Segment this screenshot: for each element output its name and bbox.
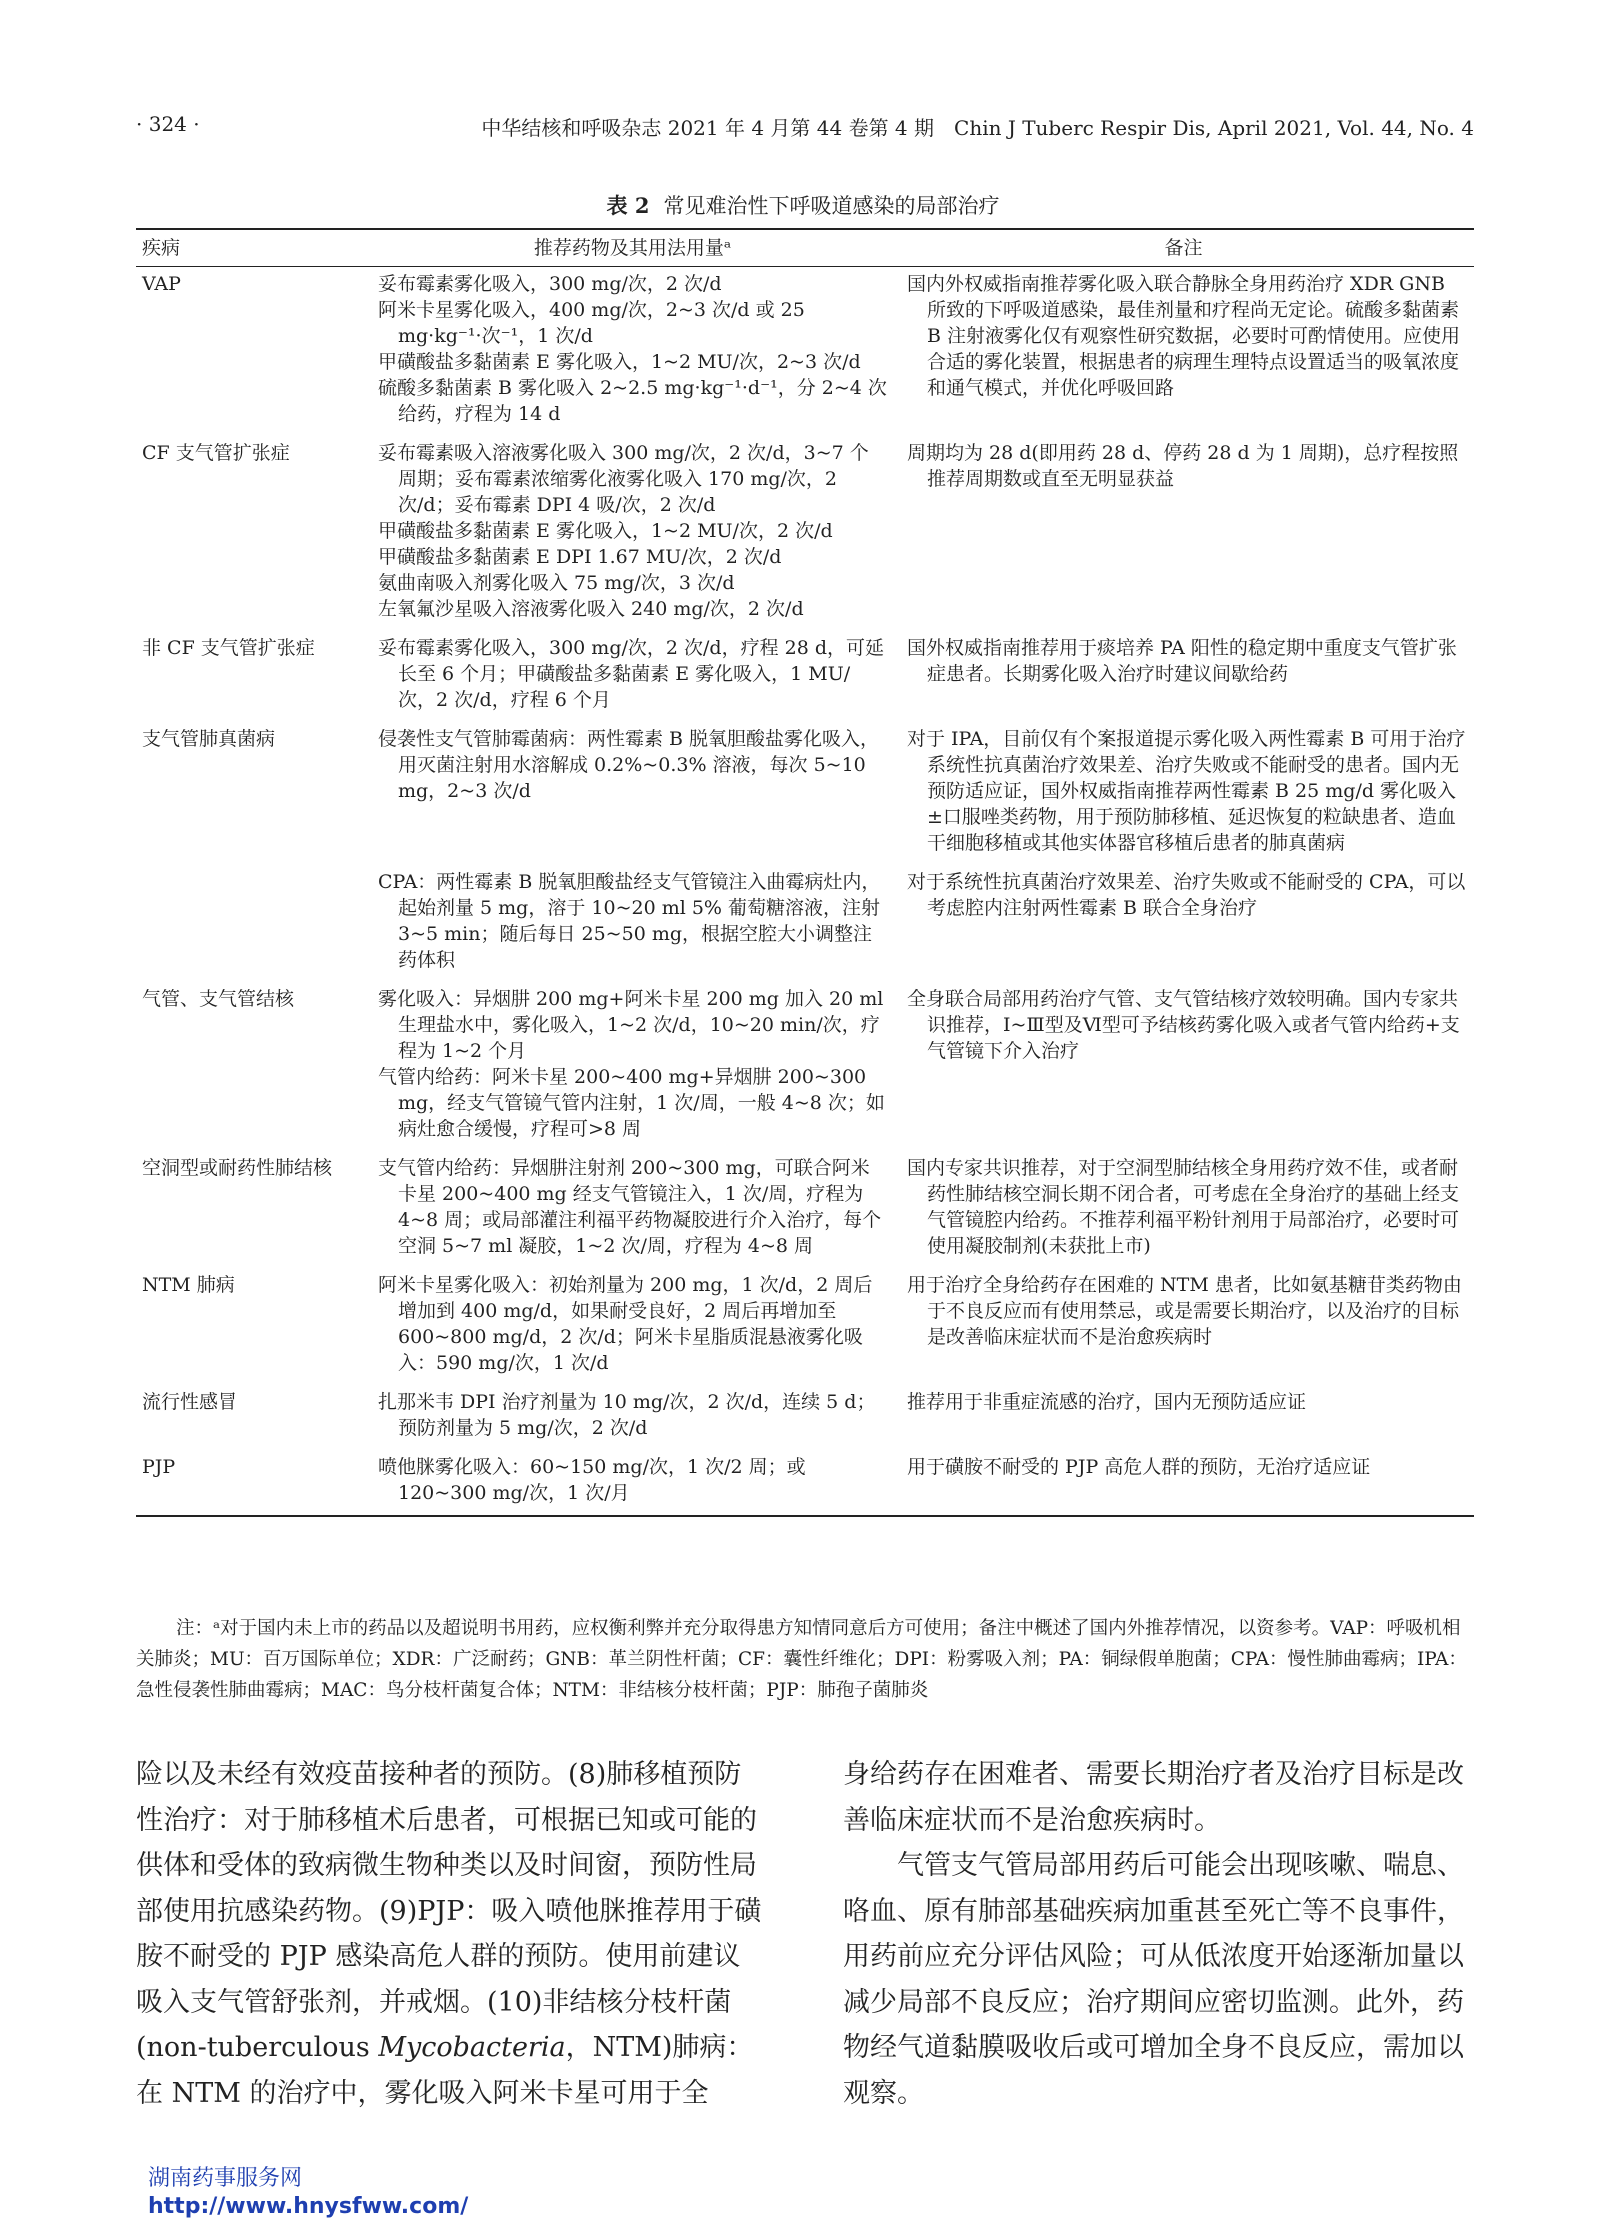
drugs-cell — [372, 1450, 893, 1516]
note-line: 国外权威指南推荐用于痰培养 PA 阳性的稳定期中重度支气管扩张症患者。长期雾化吸入治疗时建议间歇给药 — [907, 637, 1457, 685]
disease-cell: 非 CF 支气管扩张症 — [142, 637, 315, 659]
drug-line: 扎那米韦 DPI 治疗剂量为 10 mg/次，2 次/d，连续 5 d；预防剂量为 5 mg/次，2 次/d — [378, 1391, 876, 1439]
table-row — [136, 865, 1474, 982]
drug-line: CPA：两性霉素 B 脱氧胆酸盐经支气管镜注入曲霉病灶内，起始剂量 5 mg，溶于 10~20 ml 5% 葡萄糖溶液，注射 3~5 min；随后每日 25~50 mg，根据空腔大小调整注药体积 — [378, 871, 881, 971]
table-row — [136, 1450, 1474, 1516]
header-notes: 备注 — [893, 229, 1474, 267]
notes-cell — [893, 436, 1474, 631]
table-row — [136, 982, 1474, 1151]
page-number: · 324 · — [136, 112, 200, 136]
note-line: 国内外权威指南推荐雾化吸入联合静脉全身用药治疗 XDR GNB 所致的下呼吸道感染，最佳剂量和疗程尚无定论。硫酸多黏菌素 B 注射液雾化仅有观察性研究数据，必要时可酌情使用。应使用合适的雾化装置，根据患者的病理生理特点设置适当的吸氧浓度和通气模式，并优化呼吸回路 — [907, 273, 1461, 399]
body-column-right — [843, 1752, 1474, 2116]
drug-line: 妥布霉素吸入溶液雾化吸入 300 mg/次，2 次/d，3~7 个周期；妥布霉素浓缩雾化液雾化吸入 170 mg/次，2 次/d；妥布霉素 DPI 4 吸/次，2 次/d — [378, 442, 869, 516]
drugs-cell — [372, 1268, 893, 1385]
note-line: 对于 IPA，目前仅有个案报道提示雾化吸入两性霉素 B 可用于治疗系统性抗真菌治疗效果差、治疗失败或不能耐受的患者。国内无预防适应证，国外权威指南推荐两性霉素 B 25 mg/d 雾化吸入±口服唑类药物，用于预防肺移植、延迟恢复的粒缺患者、造血干细胞移植或其他实体器官移植后患者的肺真菌病 — [907, 728, 1466, 854]
drug-line: 甲磺酸盐多黏菌素 E 雾化吸入，1~2 MU/次，2~3 次/d — [378, 351, 861, 373]
table-label: 表 2 — [606, 193, 650, 218]
table-row — [136, 631, 1474, 722]
drug-line: 妥布霉素雾化吸入，300 mg/次，2 次/d — [378, 273, 722, 295]
notes-cell — [893, 982, 1474, 1151]
table-row — [136, 1385, 1474, 1450]
journal-citation: 中华结核和呼吸杂志 2021 年 4 月第 44 卷第 4 期 Chin J Tuberc Respir Dis, April 2021, Vol. 44, No. 4 — [481, 116, 1474, 140]
notes-cell — [893, 631, 1474, 722]
drug-line: 硫酸多黏菌素 B 雾化吸入 2~2.5 mg·kg⁻¹·d⁻¹，分 2~4 次给药，疗程为 14 d — [378, 377, 887, 425]
drugs-cell — [372, 865, 893, 982]
disease-cell: 支气管肺真菌病 — [142, 728, 276, 750]
table-row — [136, 436, 1474, 631]
drug-line: 左氧氟沙星吸入溶液雾化吸入 240 mg/次，2 次/d — [378, 598, 804, 620]
drug-line: 支气管内给药：异烟肼注射剂 200~300 mg，可联合阿米卡星 200~400 mg 经支气管镜注入，1 次/周，疗程为 4~8 周；或局部灌注利福平药物凝胶进行介入治疗，每个空洞 5~7 ml 凝胶，1~2 次/周，疗程为 4~8 周 — [378, 1157, 882, 1257]
right-paragraph-1: 身给药存在困难者、需要长期治疗者及治疗目标是改善临床症状而不是治愈疾病时。 — [843, 1759, 1464, 1836]
drug-line: 气管内给药：阿米卡星 200~400 mg+异烟肼 200~300 mg，经支气管镜气管内注射，1 次/周，一般 4~8 次；如病灶愈合缓慢，疗程可>8 周 — [378, 1066, 885, 1140]
drug-line: 甲磺酸盐多黏菌素 E 雾化吸入，1~2 MU/次，2 次/d — [378, 520, 833, 542]
running-head — [136, 112, 1474, 142]
disease-cell: 流行性感冒 — [142, 1391, 238, 1413]
drugs-cell — [372, 1151, 893, 1268]
note-line: 全身联合局部用药治疗气管、支气管结核疗效较明确。国内专家共识推荐，Ⅰ~Ⅲ型及Ⅵ型可予结核药雾化吸入或者气管内给药+支气管镜下介入治疗 — [907, 988, 1460, 1062]
table-header-row — [136, 229, 1474, 267]
table-row — [136, 722, 1474, 865]
drugs-cell — [372, 1385, 893, 1450]
disease-cell — [136, 865, 372, 982]
treatment-table-container — [136, 228, 1474, 1517]
note-line: 国内专家共识推荐，对于空洞型肺结核全身用药疗效不佳，或者耐药性肺结核空洞长期不闭合者，可考虑在全身治疗的基础上经支气管镜腔内给药。不推荐利福平粉针剂用于局部治疗，必要时可使用凝胶制剂(未获批上市) — [907, 1157, 1460, 1257]
drug-line: 阿米卡星雾化吸入：初始剂量为 200 mg，1 次/d，2 周后增加到 400 mg/d，如果耐受良好，2 周后再增加至 600~800 mg/d，2 次/d；阿米卡星脂质混悬液雾化吸入：590 mg/次，1 次/d — [378, 1274, 873, 1374]
note-line: 推荐用于非重症流感的治疗，国内无预防适应证 — [907, 1391, 1307, 1413]
watermark-name: 湖南药事服务网 — [148, 2166, 303, 2191]
watermark — [148, 2165, 468, 2221]
disease-cell: PJP — [136, 1450, 372, 1516]
left-text-2: ，NTM)肺病：在 NTM 的治疗中，雾化吸入阿米卡星可用于全 — [136, 2032, 754, 2109]
drugs-cell — [372, 267, 893, 437]
disease-cell: CF 支气管扩张症 — [142, 442, 290, 464]
header-disease: 疾病 — [136, 229, 372, 267]
disease-cell: NTM 肺病 — [142, 1274, 235, 1296]
drug-line: 妥布霉素雾化吸入，300 mg/次，2 次/d，疗程 28 d，可延长至 6 个月；甲磺酸盐多黏菌素 E 雾化吸入，1 MU/次，2 次/d，疗程 6 个月 — [378, 637, 884, 711]
drug-line: 氨曲南吸入剂雾化吸入 75 mg/次，3 次/d — [378, 572, 735, 594]
drugs-cell — [372, 722, 893, 865]
notes-cell — [893, 267, 1474, 437]
notes-cell — [893, 722, 1474, 865]
table-row — [136, 1151, 1474, 1268]
right-paragraph-2: 气管支气管局部用药后可能会出现咳嗽、喘息、咯血、原有肺部基础疾病加重甚至死亡等不良事件，用药前应充分评估风险；可从低浓度开始逐渐加量以减少局部不良反应；治疗期间应密切监测。此外，药物经气道黏膜吸收后或可增加全身不良反应，需加以观察。 — [843, 1850, 1464, 2109]
disease-cell: VAP — [142, 273, 181, 295]
table-footnote: 注：ᵃ对于国内未上市的药品以及超说明书用药，应权衡利弊并充分取得患方知情同意后方可使用；备注中概述了国内外推荐情况，以资参考。VAP：呼吸机相关肺炎；MU：百万国际单位；XDR：广泛耐药；GNB：革兰阴性杆菌；CF：囊性纤维化；DPI：粉雾吸入剂；PA：铜绿假单胞菌；CPA：慢性肺曲霉病；IPA：急性侵袭性肺曲霉病；MAC：鸟分枝杆菌复合体；NTM：非结核分枝杆菌；PJP：肺孢子菌肺炎 — [136, 1618, 1467, 1701]
notes-cell — [893, 1385, 1474, 1450]
disease-cell: 气管、支气管结核 — [142, 988, 295, 1010]
drug-line: 阿米卡星雾化吸入，400 mg/次，2~3 次/d 或 25 mg·kg⁻¹·次⁻¹，1 次/d — [378, 299, 805, 347]
drug-line: 甲磺酸盐多黏菌素 E DPI 1.67 MU/次，2 次/d — [378, 546, 782, 568]
drugs-cell — [372, 982, 893, 1151]
left-text-italic: Mycobacteria — [378, 2032, 566, 2063]
disease-cell: 空洞型或耐药性肺结核 — [142, 1157, 333, 1179]
watermark-url[interactable]: http://www.hnysfww.com/ — [148, 2194, 469, 2219]
note-line: 用于磺胺不耐受的 PJP 高危人群的预防，无治疗适应证 — [907, 1456, 1371, 1478]
table-body — [136, 267, 1474, 1517]
notes-cell — [893, 1268, 1474, 1385]
note-line: 对于系统性抗真菌治疗效果差、治疗失败或不能耐受的 CPA，可以考虑腔内注射两性霉素 B 联合全身治疗 — [907, 871, 1466, 919]
body-column-left — [136, 1752, 762, 2116]
notes-cell — [893, 865, 1474, 982]
notes-cell — [893, 1151, 1474, 1268]
drug-line: 侵袭性支气管肺霉菌病：两性霉素 B 脱氧胆酸盐雾化吸入，用灭菌注射用水溶解成 0.2%~0.3% 溶液，每次 5~10 mg，2~3 次/d — [378, 728, 880, 802]
notes-cell — [893, 1450, 1474, 1516]
table-row — [136, 1268, 1474, 1385]
drug-line: 喷他脒雾化吸入：60~150 mg/次，1 次/2 周；或 120~300 mg/次，1 次/月 — [378, 1456, 806, 1504]
note-line: 用于治疗全身给药存在困难的 NTM 患者，比如氨基糖苷类药物由于不良反应而有使用禁忌，或是需要长期治疗，以及治疗的目标是改善临床症状而不是治愈疾病时 — [907, 1274, 1462, 1348]
table-row — [136, 267, 1474, 437]
table-caption — [0, 190, 1606, 220]
treatment-table — [136, 228, 1474, 1517]
left-text-1: 险以及未经有效疫苗接种者的预防。(8)肺移植预防性治疗：对于肺移植术后患者，可根据已知或可能的供体和受体的致病微生物种类以及时间窗，预防性局部使用抗感染药物。(9)PJP：吸入喷他脒推荐用于磺胺不耐受的 PJP 感染高危人群的预防。使用前建议吸入支气管舒张剂，并戒烟。(10)非结核分枝杆菌(non-tuberculous — [136, 1759, 762, 2063]
header-drugs: 推荐药物及其用法用量ᵃ — [372, 229, 893, 267]
drugs-cell — [372, 436, 893, 631]
table-title: 常见难治性下呼吸道感染的局部治疗 — [663, 194, 1000, 218]
note-line: 周期均为 28 d(即用药 28 d、停药 28 d 为 1 周期)，总疗程按照推荐周期数或直至无明显获益 — [907, 442, 1459, 490]
drug-line: 雾化吸入：异烟肼 200 mg+阿米卡星 200 mg 加入 20 ml 生理盐水中，雾化吸入，1~2 次/d，10~20 min/次，疗程为 1~2 个月 — [378, 988, 884, 1062]
drugs-cell — [372, 631, 893, 722]
